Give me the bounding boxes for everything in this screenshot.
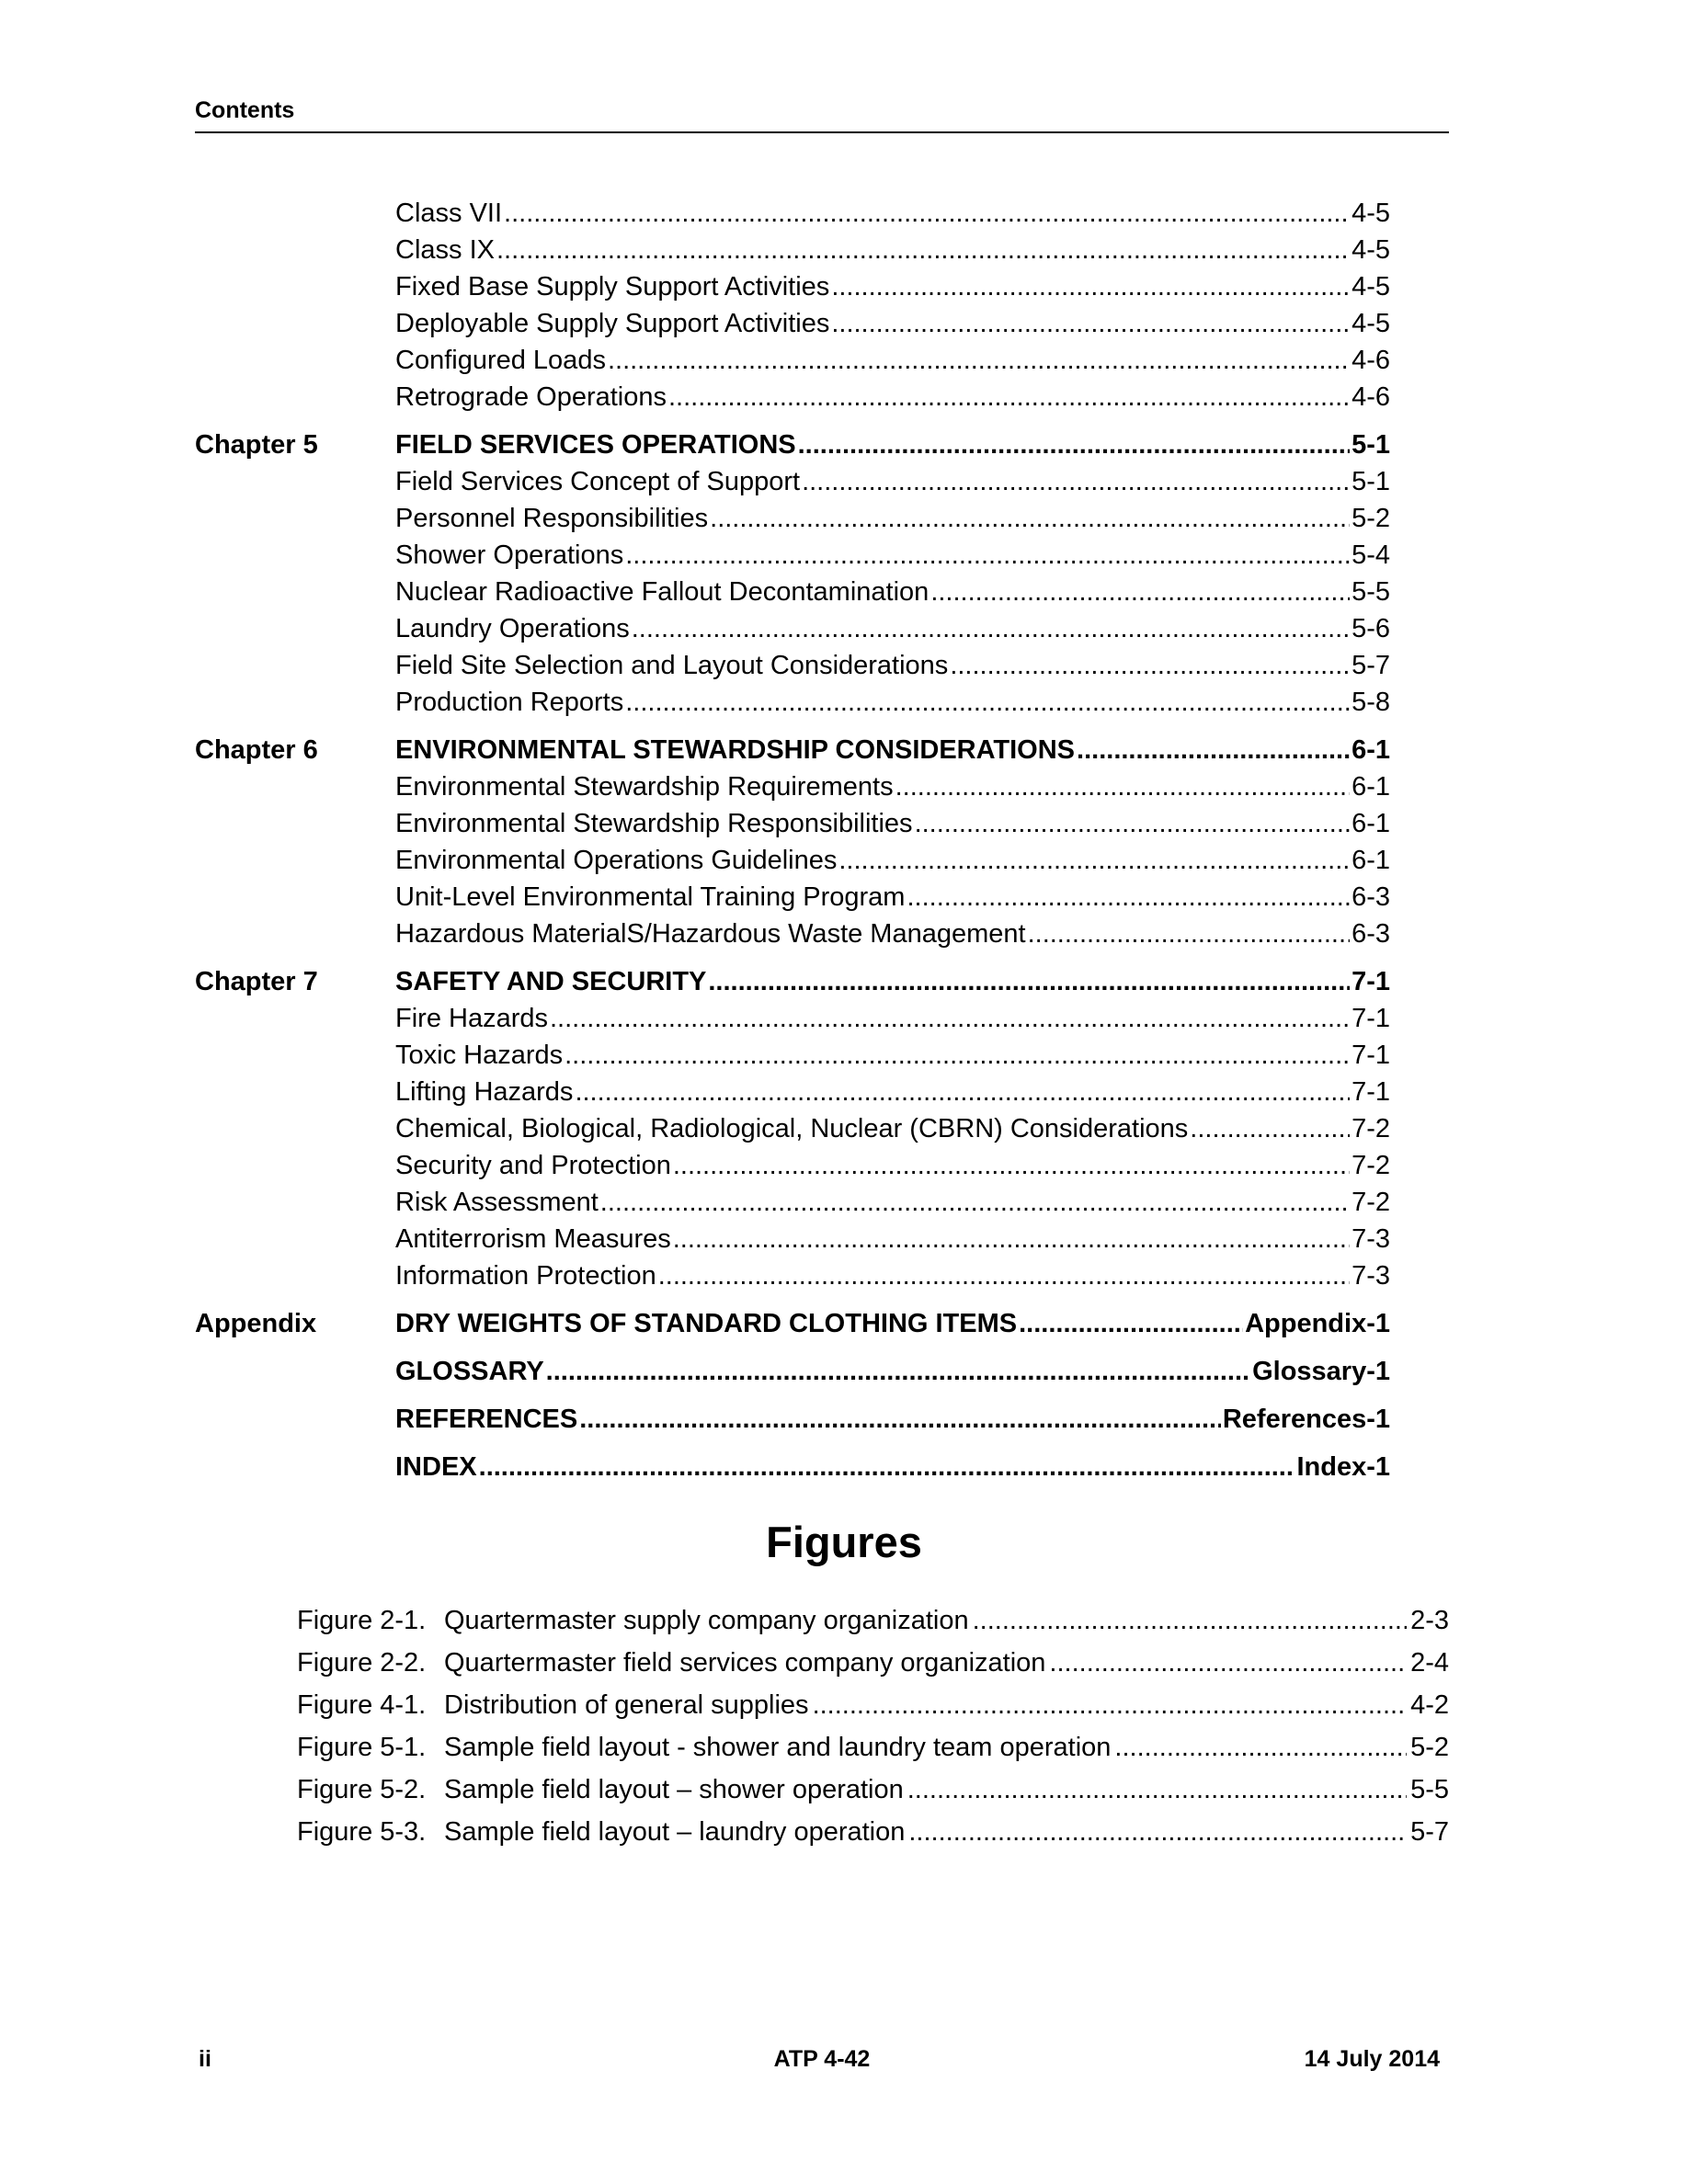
toc-entry-page: 7-2 (1352, 1151, 1390, 1180)
toc-entry[interactable] (395, 1074, 1390, 1110)
toc-major-row[interactable] (195, 1449, 1390, 1485)
toc-entry[interactable] (395, 379, 1390, 415)
toc-entry-page: 7-1 (1352, 1041, 1390, 1070)
toc-chapter-label: Appendix (195, 1309, 317, 1338)
toc-entry-page: Index-1 (1296, 1452, 1390, 1482)
dot-leader (798, 427, 1350, 463)
toc-entry-page: 7-1 (1352, 1077, 1390, 1107)
figure-list-item[interactable] (297, 1599, 1449, 1642)
figure-number: Figure 5-3. (297, 1817, 427, 1847)
figure-list-item[interactable] (297, 1811, 1449, 1853)
toc-row[interactable] (195, 684, 1390, 721)
toc-entry-title: Environmental Stewardship Requirements (395, 772, 894, 802)
toc-entry[interactable] (395, 647, 1390, 684)
toc-entry-title: Class VII (395, 199, 503, 228)
dot-leader (1190, 1110, 1350, 1147)
toc-entry[interactable] (395, 768, 1390, 805)
toc-entry[interactable] (395, 879, 1390, 916)
toc-entry[interactable] (395, 1000, 1390, 1037)
dot-leader (1077, 732, 1350, 768)
figure-number: Figure 2-2. (297, 1648, 427, 1678)
toc-entry-title: Deployable Supply Support Activities (395, 309, 830, 338)
dot-leader (575, 1074, 1350, 1110)
figure-number: Figure 2-1. (297, 1606, 427, 1635)
toc-entry[interactable] (395, 1110, 1390, 1147)
toc-entry-title: SAFETY AND SECURITY (395, 967, 707, 996)
dot-leader (579, 1401, 1221, 1438)
toc-entry[interactable] (395, 916, 1390, 952)
toc-entry-page: 7-2 (1352, 1188, 1390, 1217)
toc-chapter-label: Chapter 6 (195, 735, 318, 765)
toc-entry-title: Risk Assessment (395, 1188, 599, 1217)
page-footer (195, 2046, 1449, 2079)
toc-entry[interactable] (395, 732, 1390, 768)
toc-entry-page: 6-1 (1352, 846, 1390, 875)
toc-row[interactable] (195, 610, 1390, 647)
figure-list-item[interactable] (297, 1726, 1449, 1769)
figure-page: 4-2 (1410, 1690, 1449, 1720)
toc-entry[interactable] (395, 427, 1390, 463)
toc-entry[interactable] (395, 963, 1390, 1000)
figure-title: Sample field layout – shower operation (444, 1775, 904, 1804)
toc-entry[interactable] (395, 232, 1390, 268)
page-header-title: Contents (195, 97, 1449, 133)
dot-leader (831, 268, 1350, 305)
list-of-figures (297, 1599, 1449, 1853)
toc-chapter-row[interactable] (195, 1305, 1390, 1342)
toc-chapter-row[interactable] (195, 732, 1390, 768)
toc-entry-title: Unit-Level Environmental Training Program (395, 882, 906, 912)
toc-entry-title: Fire Hazards (395, 1004, 548, 1033)
toc-entry-page: 7-3 (1352, 1261, 1390, 1291)
dot-leader (625, 537, 1350, 574)
toc-row[interactable] (195, 195, 1390, 232)
toc-entry-title: INDEX (395, 1452, 477, 1482)
toc-entry[interactable] (395, 1401, 1390, 1438)
toc-entry[interactable] (395, 463, 1390, 500)
toc-row[interactable] (195, 842, 1390, 879)
toc-row[interactable] (195, 1037, 1390, 1074)
toc-row[interactable] (195, 1110, 1390, 1147)
toc-entry[interactable] (395, 537, 1390, 574)
toc-row[interactable] (195, 342, 1390, 379)
toc-entry[interactable] (395, 305, 1390, 342)
toc-entry-title: REFERENCES (395, 1405, 578, 1434)
toc-row[interactable] (195, 268, 1390, 305)
toc-entry-page: Appendix-1 (1245, 1309, 1390, 1338)
dot-leader (504, 195, 1350, 232)
toc-entry-title: Chemical, Biological, Radiological, Nuclear (CBRN) Considerations (395, 1114, 1189, 1143)
toc-entry[interactable] (395, 1353, 1390, 1390)
toc-entry-title: Configured Loads (395, 346, 606, 375)
toc-row[interactable] (195, 916, 1390, 952)
toc-entry-title: Information Protection (395, 1261, 656, 1291)
dot-leader (1019, 1305, 1243, 1342)
toc-entry[interactable] (395, 342, 1390, 379)
toc-row[interactable] (195, 768, 1390, 805)
toc-entry-title: Nuclear Radioactive Fallout Decontamination (395, 577, 930, 607)
toc-entry-title: Security and Protection (395, 1151, 671, 1180)
toc-row[interactable] (195, 1000, 1390, 1037)
toc-row[interactable] (195, 379, 1390, 415)
figure-page: 5-2 (1410, 1733, 1449, 1762)
toc-entry-title: Field Services Concept of Support (395, 467, 801, 496)
toc-row[interactable] (195, 647, 1390, 684)
dot-leader (479, 1449, 1295, 1485)
toc-row[interactable] (195, 232, 1390, 268)
footer-date: 14 July 2014 (1304, 2046, 1440, 2072)
toc-entry[interactable] (395, 268, 1390, 305)
footer-document-id: ATP 4-42 (773, 2046, 871, 2072)
figure-title: Sample field layout – laundry operation (444, 1817, 906, 1847)
toc-entry-page: Glossary-1 (1252, 1357, 1390, 1386)
figure-list-item[interactable] (297, 1684, 1449, 1726)
toc-entry[interactable] (395, 1305, 1390, 1342)
toc-entry[interactable] (395, 684, 1390, 721)
toc-entry[interactable] (395, 805, 1390, 842)
figure-list-item[interactable] (297, 1642, 1449, 1684)
toc-entry-title: GLOSSARY (395, 1357, 544, 1386)
figure-title: Quartermaster supply company organization (444, 1606, 969, 1635)
dot-leader (838, 842, 1350, 879)
toc-entry-title: Personnel Responsibilities (395, 504, 709, 533)
toc-entry[interactable] (395, 610, 1390, 647)
toc-entry-page: References-1 (1222, 1405, 1390, 1434)
figure-page: 5-5 (1410, 1775, 1449, 1804)
toc-entry-page: 4-5 (1352, 199, 1390, 228)
toc-entry-title: FIELD SERVICES OPERATIONS (395, 430, 796, 460)
toc-row[interactable] (195, 537, 1390, 574)
dot-leader (1028, 916, 1351, 952)
toc-row[interactable] (195, 463, 1390, 500)
toc-entry-title: Environmental Operations Guidelines (395, 846, 838, 875)
dot-leader (632, 610, 1350, 647)
toc-entry-page: 5-5 (1352, 577, 1390, 607)
figure-number: Figure 4-1. (297, 1690, 427, 1720)
dot-leader (973, 1599, 1407, 1642)
dot-leader (950, 647, 1350, 684)
toc-entry-title: Toxic Hazards (395, 1041, 564, 1070)
toc-entry-title: Lifting Hazards (395, 1077, 574, 1107)
toc-entry-page: 5-1 (1352, 467, 1390, 496)
toc-entry-title: Laundry Operations (395, 614, 630, 643)
toc-row[interactable] (195, 1147, 1390, 1184)
toc-entry[interactable] (395, 842, 1390, 879)
figures-heading: Figures (766, 1518, 922, 1566)
toc-chapter-label: Chapter 5 (195, 430, 318, 460)
figure-number: Figure 5-1. (297, 1733, 427, 1762)
dot-leader (668, 379, 1350, 415)
toc-entry-page: 5-4 (1352, 540, 1390, 570)
toc-row[interactable] (195, 500, 1390, 537)
toc-entry-title: Fixed Base Supply Support Activities (395, 272, 830, 301)
dot-leader (546, 1353, 1250, 1390)
toc-entry-page: 6-1 (1352, 735, 1390, 765)
dot-leader (813, 1684, 1408, 1726)
toc-entry-title: Retrograde Operations (395, 382, 667, 412)
toc-major-row[interactable] (195, 1353, 1390, 1390)
dot-leader (930, 574, 1350, 610)
toc-row[interactable] (195, 574, 1390, 610)
toc-chapter-row[interactable] (195, 427, 1390, 463)
toc-entry-title: Hazardous MaterialS/Hazardous Waste Management (395, 919, 1026, 949)
toc-entry-page: 6-1 (1352, 809, 1390, 838)
toc-entry[interactable] (395, 195, 1390, 232)
toc-entry-page: 4-5 (1352, 272, 1390, 301)
toc-row[interactable] (195, 1257, 1390, 1294)
toc-entry-page: 6-3 (1352, 882, 1390, 912)
toc-entry-page: 5-2 (1352, 504, 1390, 533)
toc-entry-page: 4-6 (1352, 382, 1390, 412)
dot-leader (496, 232, 1350, 268)
toc-entry-title: Antiterrorism Measures (395, 1224, 671, 1254)
dot-leader (831, 305, 1350, 342)
dot-leader (907, 1769, 1407, 1811)
dot-leader (895, 768, 1350, 805)
toc-row[interactable] (195, 1221, 1390, 1257)
toc-major-row[interactable] (195, 1401, 1390, 1438)
dot-leader (658, 1257, 1350, 1294)
toc-row[interactable] (195, 879, 1390, 916)
toc-row[interactable] (195, 1074, 1390, 1110)
toc-entry[interactable] (395, 1147, 1390, 1184)
dot-leader (550, 1000, 1350, 1037)
toc-chapter-label: Chapter 7 (195, 967, 318, 996)
toc-entry-page: 7-3 (1352, 1224, 1390, 1254)
toc-entry-page: 7-2 (1352, 1114, 1390, 1143)
figure-title: Quartermaster field services company organization (444, 1648, 1046, 1678)
toc-row[interactable] (195, 1184, 1390, 1221)
toc-entry[interactable] (395, 1037, 1390, 1074)
toc-entry[interactable] (395, 1184, 1390, 1221)
toc-entry-title: DRY WEIGHTS OF STANDARD CLOTHING ITEMS (395, 1309, 1018, 1338)
toc-entry-title: Field Site Selection and Layout Considerations (395, 651, 949, 680)
toc-entry-title: Environmental Stewardship Responsibilities (395, 809, 913, 838)
dot-leader (802, 463, 1350, 500)
toc-entry[interactable] (395, 1449, 1390, 1485)
figure-title: Sample field layout - shower and laundry team operation (444, 1733, 1112, 1762)
toc-entry[interactable] (395, 500, 1390, 537)
dot-leader (907, 879, 1350, 916)
toc-entry-page: 5-6 (1352, 614, 1390, 643)
toc-entry-title: Production Reports (395, 688, 624, 717)
dot-leader (708, 963, 1350, 1000)
toc-entry-page: 4-6 (1352, 346, 1390, 375)
dot-leader (710, 500, 1350, 537)
toc-entry[interactable] (395, 1221, 1390, 1257)
toc-row[interactable] (195, 805, 1390, 842)
toc-row[interactable] (195, 305, 1390, 342)
dot-leader (608, 342, 1350, 379)
dot-leader (600, 1184, 1350, 1221)
figure-page: 5-7 (1410, 1817, 1449, 1847)
toc-entry-page: 6-3 (1352, 919, 1390, 949)
toc-entry-page: 7-1 (1352, 1004, 1390, 1033)
toc-entry[interactable] (395, 574, 1390, 610)
dot-leader (565, 1037, 1350, 1074)
dot-leader (1114, 1726, 1407, 1769)
dot-leader (915, 805, 1351, 842)
dot-leader (1049, 1642, 1407, 1684)
figure-list-item[interactable] (297, 1769, 1449, 1811)
toc-entry-page: 5-7 (1352, 651, 1390, 680)
figure-page: 2-4 (1410, 1648, 1449, 1678)
toc-entry-page: 5-8 (1352, 688, 1390, 717)
toc-entry-page: 5-1 (1352, 430, 1390, 460)
figure-page: 2-3 (1410, 1606, 1449, 1635)
dot-leader (908, 1811, 1407, 1853)
dot-leader (673, 1147, 1350, 1184)
toc-entry-title: ENVIRONMENTAL STEWARDSHIP CONSIDERATIONS (395, 735, 1076, 765)
toc-entry-title: Shower Operations (395, 540, 624, 570)
dot-leader (673, 1221, 1350, 1257)
toc-entry-title: Class IX (395, 235, 495, 265)
toc-entry[interactable] (395, 1257, 1390, 1294)
footer-page-number: ii (199, 2046, 211, 2072)
toc-entry-page: 4-5 (1352, 235, 1390, 265)
table-of-contents (195, 195, 1390, 1485)
toc-entry-page: 6-1 (1352, 772, 1390, 802)
toc-chapter-row[interactable] (195, 963, 1390, 1000)
dot-leader (625, 684, 1350, 721)
toc-entry-page: 4-5 (1352, 309, 1390, 338)
figure-number: Figure 5-2. (297, 1775, 427, 1804)
toc-entry-page: 7-1 (1352, 967, 1390, 996)
figure-title: Distribution of general supplies (444, 1690, 809, 1720)
